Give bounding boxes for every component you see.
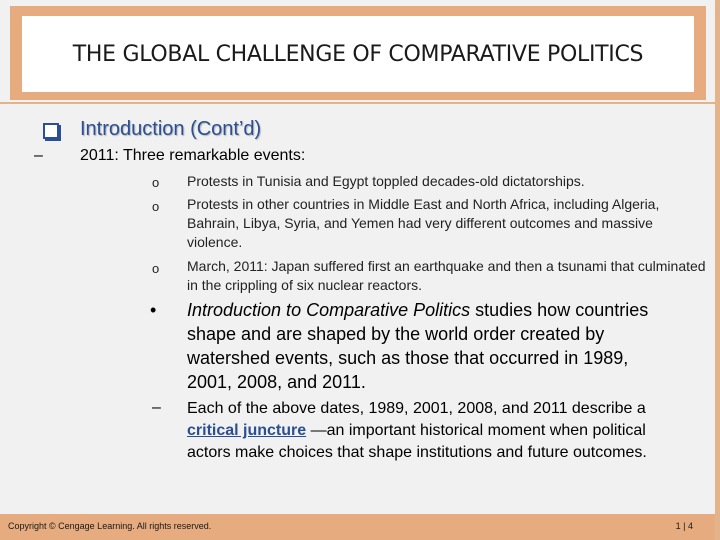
page-title: THE GLOBAL CHALLENGE OF COMPARATIVE POLITICS bbox=[72, 41, 644, 67]
sub-bullet-marker: o bbox=[152, 175, 160, 190]
footer-bar bbox=[0, 514, 715, 540]
sub-item-2: Protests in other countries in Middle East and North Africa, including Algeria, Bahrain, Libya, Syria, and Yemen had very different outcomes and massive violence. bbox=[187, 196, 660, 250]
sub-item-1: Protests in Tunisia and Egypt toppled decades-old dictatorships. bbox=[187, 173, 585, 189]
main-point-text: studies how countries shape and are shaped by the world order created by watershed events, such as those that occurred in 1989, 2001, 2008, and 2011. bbox=[187, 300, 649, 392]
last-point-after: —an important historical moment when political actors make choices that shape institutions and future outcomes. bbox=[187, 422, 647, 461]
level1-text: 2011: Three remarkable events: bbox=[80, 147, 306, 164]
page-number: 1 | 4 bbox=[675, 521, 693, 531]
dot-bullet: • bbox=[150, 300, 157, 320]
book-title: Introduction to Comparative Politics bbox=[187, 300, 471, 320]
copyright-notice: Copyright © Cengage Learning. All rights reserved. bbox=[8, 521, 212, 531]
last-point bbox=[187, 398, 667, 464]
sub-bullet-marker: o bbox=[152, 199, 160, 214]
dash-bullet: – bbox=[152, 399, 161, 416]
title-box bbox=[22, 16, 694, 92]
last-point-before: Each of the above dates, 1989, 2001, 2008, and 2011 describe a bbox=[187, 400, 646, 417]
sub-item-3: March, 2011: Japan suffered first an earthquake and then a tsunami that culminated in the crippling of six nuclear reactors. bbox=[187, 258, 706, 293]
main-point bbox=[187, 298, 667, 394]
dash-bullet: – bbox=[34, 147, 43, 164]
key-term: critical juncture bbox=[187, 422, 307, 439]
section-heading: Introduction (Cont’d) bbox=[80, 118, 262, 140]
square-bullet-icon bbox=[40, 120, 62, 142]
sub-bullet-marker: o bbox=[152, 261, 160, 276]
title-divider bbox=[0, 102, 715, 104]
